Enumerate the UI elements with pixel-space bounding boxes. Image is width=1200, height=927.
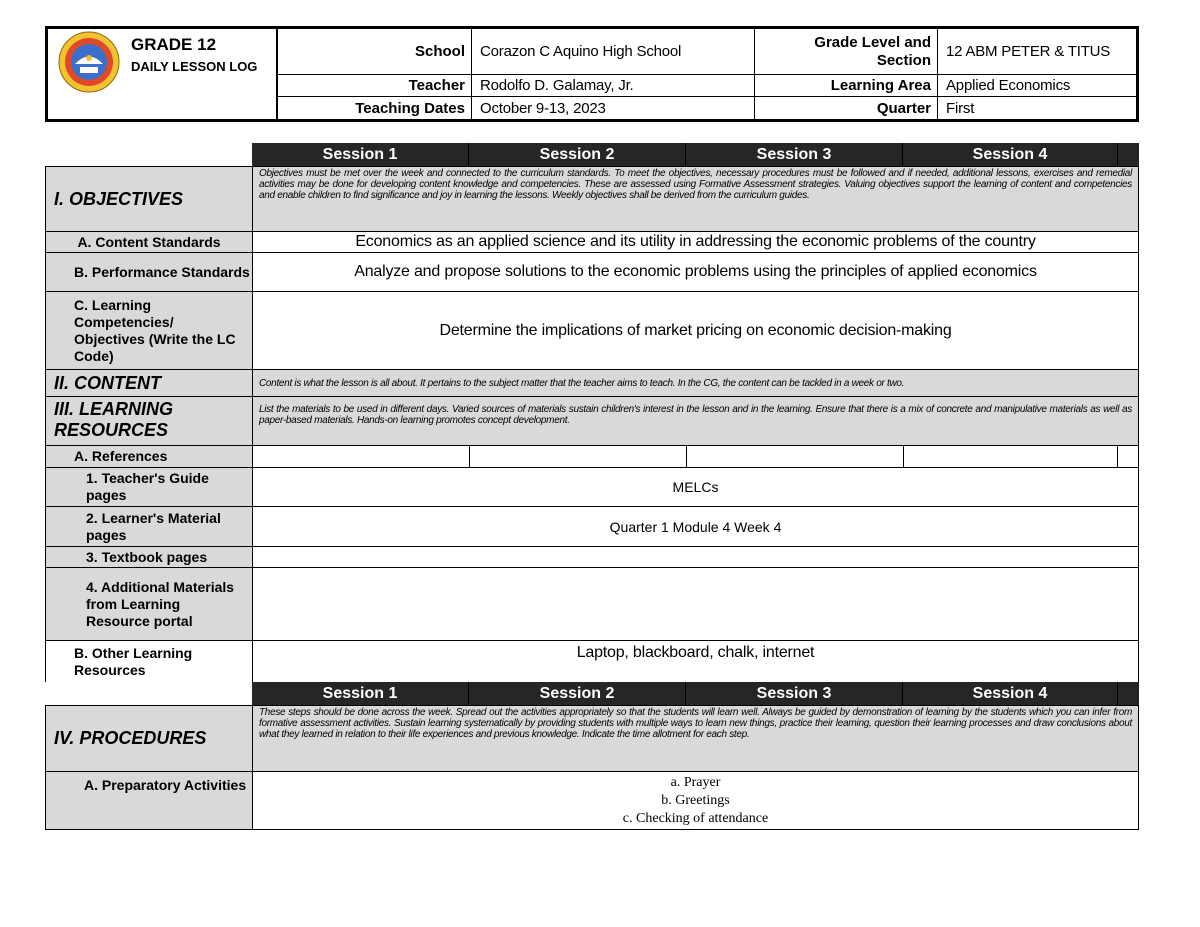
preparatory-activities-row xyxy=(45,771,1139,830)
session-1-header: Session 1 xyxy=(252,143,469,166)
teaching-dates-label: Teaching Dates xyxy=(278,97,472,119)
other-resources-row xyxy=(45,640,1139,682)
learning-area-label: Learning Area xyxy=(755,75,938,96)
quarter-value: First xyxy=(946,99,975,117)
textbook-cell xyxy=(252,546,1139,567)
teachers-guide-text: MELCs xyxy=(672,479,719,495)
other-resources-text: Laptop, blackboard, chalk, internet xyxy=(576,644,815,661)
learners-material-cell xyxy=(252,506,1139,546)
session-4-header: Session 4 xyxy=(903,143,1118,166)
learning-resources-desc-cell xyxy=(252,396,1139,445)
grade-section-label-line2: Section xyxy=(876,51,931,69)
header-row-dates xyxy=(278,97,1136,119)
other-resources-cell xyxy=(252,640,1139,682)
procedures-description: These steps should be done across the week. Spread out the activities appropriately so that the students will learn well. Always be guided by demonstration of learning by the students which you can infer from formative assessment activities. Sustain learning systematically by providing students with multiple ways to learn new things, practice their learning, question their learning processes and draw conclusions about what they learned in relation to their life experiences and previous knowledge. Indicate the time allotment for each step. xyxy=(259,707,1132,740)
learning-competencies-label: C. Learning Competencies/ Objectives (Write the LC Code) xyxy=(45,291,252,369)
learning-competencies-cell xyxy=(252,291,1139,369)
performance-standards-cell xyxy=(252,252,1139,291)
preparatory-activities-label: A. Preparatory Activities xyxy=(45,771,252,830)
learners-material-label: 2. Learner's Material pages xyxy=(45,506,252,546)
daily-lesson-log-title: DAILY LESSON LOG xyxy=(131,59,258,74)
content-standards-row xyxy=(45,231,1139,252)
learning-competencies-row xyxy=(45,291,1139,369)
session-1-header: Session 1 xyxy=(252,682,469,705)
learning-resources-row xyxy=(45,396,1139,445)
textbook-row xyxy=(45,546,1139,567)
session-header-row-2 xyxy=(45,682,1139,705)
header-table xyxy=(45,26,1139,122)
content-title: II. CONTENT xyxy=(45,369,252,396)
objectives-description: Objectives must be met over the week and connected to the curriculum standards. To meet the objectives, necessary procedures must be followed and if needed, additional lessons, exercises and remedial activities may be done for developing content knowledge and competencies. These are assessed using Formative Assessment strategies. Valuing objectives support the learning of content and competencies and enable children to find significance and joy in learning the lessons. Weekly objectives shall be derived from the curriculum guides. xyxy=(259,168,1132,201)
learners-material-row xyxy=(45,506,1139,546)
content-standards-label: A. Content Standards xyxy=(45,231,252,252)
learning-area-value: Applied Economics xyxy=(946,77,1071,94)
teacher-value: Rodolfo D. Galamay, Jr. xyxy=(472,75,755,96)
teaching-dates-value: October 9-13, 2023 xyxy=(472,97,755,119)
school-seal-icon xyxy=(58,31,120,93)
references-row xyxy=(45,445,1139,467)
performance-standards-row xyxy=(45,252,1139,291)
content-standards-text: Economics as an applied science and its utility in addressing the economic problems of the country xyxy=(355,233,1036,250)
learners-material-text: Quarter 1 Module 4 Week 4 xyxy=(609,518,782,535)
teachers-guide-cell xyxy=(252,467,1139,506)
references-session-1 xyxy=(253,446,470,467)
learning-competencies-text: Determine the implications of market pricing on economic decision-making xyxy=(439,321,952,339)
references-label: A. References xyxy=(45,445,252,467)
procedures-desc-cell xyxy=(252,705,1139,771)
teacher-label: Teacher xyxy=(278,75,472,96)
session-2-header: Session 2 xyxy=(469,143,686,166)
objectives-row xyxy=(45,166,1139,231)
references-session-3 xyxy=(687,446,904,467)
school-value: Corazon C Aquino High School xyxy=(472,29,755,74)
procedures-title: IV. PROCEDURES xyxy=(45,705,252,771)
performance-standards-label: B. Performance Standards xyxy=(45,252,252,291)
preparatory-item-prayer: a. Prayer xyxy=(670,775,721,790)
procedures-row xyxy=(45,705,1139,771)
textbook-label: 3. Textbook pages xyxy=(45,546,252,567)
session-3-header: Session 3 xyxy=(686,143,903,166)
other-resources-label: B. Other Learning Resources xyxy=(45,640,252,682)
grade-section-label-line1: Grade Level and xyxy=(814,33,931,51)
teachers-guide-row xyxy=(45,467,1139,506)
quarter-label: Quarter xyxy=(755,97,938,119)
content-desc-cell xyxy=(252,369,1139,396)
session-header-row-1 xyxy=(45,143,1139,166)
header-row-school xyxy=(278,29,1136,75)
learning-resources-description: List the materials to be used in different days. Varied sources of materials sustain children's interest in the lesson and in the learning. Ensure that there is a mix of concrete and manipulative materials as well as paper-based materials. Hands-on learning promotes concept development. xyxy=(259,404,1132,426)
content-row xyxy=(45,369,1139,396)
learning-resources-title: III. LEARNING RESOURCES xyxy=(45,396,252,445)
grade-section-label xyxy=(755,29,938,74)
session-4-header: Session 4 xyxy=(903,682,1118,705)
content-standards-cell xyxy=(252,231,1139,252)
session-2-header: Session 2 xyxy=(469,682,686,705)
school-label: School xyxy=(278,29,472,74)
grade-title: GRADE 12 xyxy=(131,35,217,54)
session-bar xyxy=(252,682,1139,705)
preparatory-activities-cell xyxy=(252,771,1139,830)
preparatory-item-attendance: c. Checking of attendance xyxy=(622,811,769,826)
table-bottom-border xyxy=(45,829,1139,830)
objectives-desc-cell xyxy=(252,166,1139,231)
references-cells xyxy=(252,445,1139,467)
references-session-4 xyxy=(904,446,1118,467)
logo-cell xyxy=(48,29,278,119)
references-session-2 xyxy=(470,446,687,467)
additional-materials-label: 4. Additional Materials from Learning Resource portal xyxy=(45,567,252,640)
objectives-title: I. OBJECTIVES xyxy=(45,166,252,231)
additional-materials-cell xyxy=(252,567,1139,640)
preparatory-item-greetings: b. Greetings xyxy=(661,793,730,808)
session-3-header: Session 3 xyxy=(686,682,903,705)
teachers-guide-label: 1. Teacher's Guide pages xyxy=(45,467,252,506)
additional-materials-row xyxy=(45,567,1139,640)
content-description: Content is what the lesson is all about. It pertains to the subject matter that the teacher aims to teach. In the CG, the content can be tackled in a week or two. xyxy=(259,377,905,389)
grade-section-value: 12 ABM PETER & TITUS xyxy=(946,43,1111,60)
session-bar xyxy=(252,143,1139,166)
performance-standards-text: Analyze and propose solutions to the economic problems using the principles of applied economics xyxy=(354,263,1037,280)
header-row-teacher xyxy=(278,75,1136,97)
